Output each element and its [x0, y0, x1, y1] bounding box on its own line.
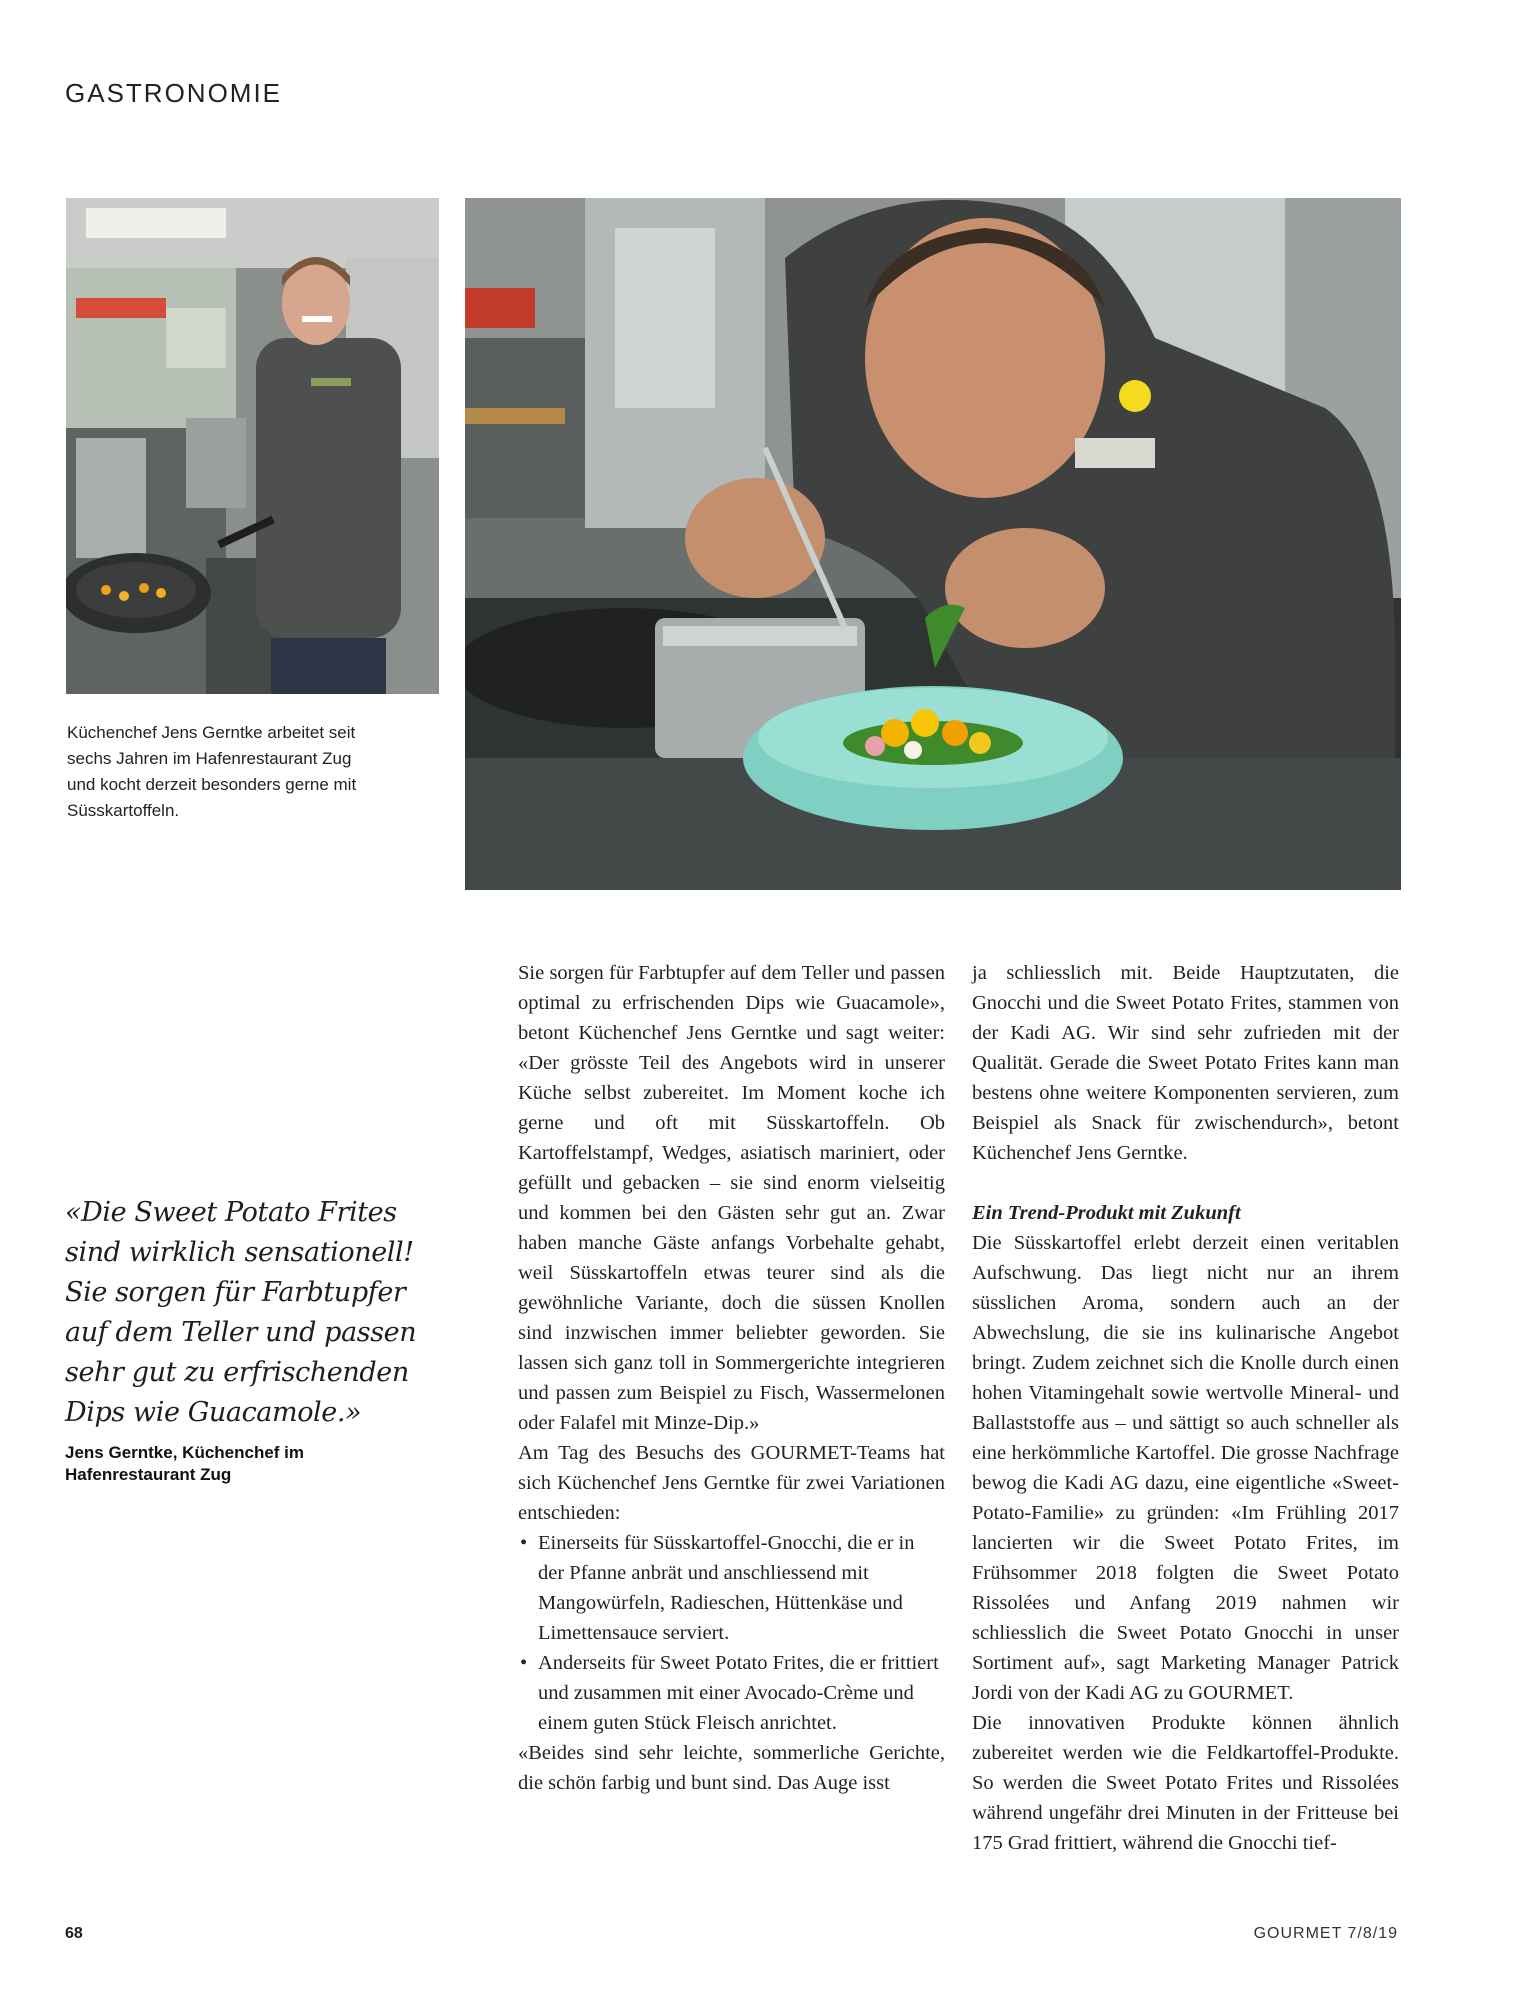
body-paragraph: Die innovativen Produkte können ähnlich zubereitet werden wie die Feldkartoffel-Produkte. So werden die Sweet Potato Frites und Rissolées während ungefähr drei Minuten in der Fritteuse bei 175 Grad frittiert, während die Gnocchi tief- [972, 1712, 1399, 1854]
subheading: Ein Trend-Produkt mit Zukunft [972, 1202, 1241, 1224]
list-item: • Einerseits für Süsskartoffel-Gnocchi, die er in der Pfanne anbrät und anschliessend mit Mangowürfeln, Radieschen, Hüttenkäse und Limettensauce serviert. [518, 1528, 945, 1648]
article-column-2 [972, 958, 1399, 1858]
chef-portrait-photo [66, 198, 439, 694]
pull-quote: «Die Sweet Potato Frites sind wirklich sensationell! Sie sorgen für Farbtupfer auf dem Teller und passen sehr gut zu erfrischenden Dips wie Guacamole.» [65, 1197, 417, 1428]
chef-plating-photo [465, 198, 1401, 890]
pull-quote-author: Jens Gerntke, Küchenchef im Hafenrestaurant Zug [65, 1443, 305, 1484]
dish-list [518, 1528, 945, 1738]
body-paragraph: Sie sorgen für Farbtupfer auf dem Teller und passen optimal zu erfrischenden Dips wie Guacamole», betont Küchenchef Jens Gerntke und sagt weiter: «Der grösste Teil des Angebots wird in unserer Küche selbst zubereitet. Im Moment koche ich gerne und oft mit Süsskartoffeln. Ob Kartoffelstampf, Wedges, asiatisch mariniert, oder gefüllt und gebacken – sie sind enorm vielseitig und kommen bei den Gästen sehr gut an. Zwar haben manche Gäste anfangs Vorbehalte gehabt, weil Süsskartoffeln etwas teurer sind als die gewöhnliche Variante, doch die süssen Knollen sind inzwischen immer beliebter geworden. Sie lassen sich ganz toll in Sommergerichte integrieren und passen zum Beispiel zu Fisch, Wassermelonen oder Falafel mit Minze-Dip.» [518, 962, 945, 1434]
photo-caption: Küchenchef Jens Gerntke arbeitet seit sechs Jahren im Hafenrestaurant Zug und kocht derzeit besonders gerne mit Süsskartoffeln. [67, 723, 357, 820]
body-paragraph: ja schliesslich mit. Beide Hauptzutaten, die Gnocchi und die Sweet Potato Frites, stammen von der Kadi AG. Wir sind sehr zufrieden mit der Qualität. Gerade die Sweet Potato Frites kann man bestens ohne weitere Komponenten servieren, zum Beispiel als Snack für zwischendurch», betont Küchenchef Jens Gerntke. [972, 962, 1399, 1164]
body-paragraph: «Beides sind sehr leichte, sommerliche Gerichte, die schön farbig und bunt sind. Das Auge isst [518, 1742, 945, 1794]
body-paragraph: Am Tag des Besuchs des GOURMET-Teams hat sich Küchenchef Jens Gerntke für zwei Variationen entschieden: [518, 1442, 945, 1524]
list-item: • Anderseits für Sweet Potato Frites, die er frittiert und zusammen mit einer Avocado-Crème und einem guten Stück Fleisch anrichtet. [518, 1648, 945, 1738]
section-label: GASTRONOMIE [65, 78, 283, 108]
article-column-1 [518, 958, 945, 1798]
page-number: 68 [65, 1925, 83, 1942]
issue-label: GOURMET 7/8/19 [1253, 1925, 1398, 1942]
body-paragraph: Die Süsskartoffel erlebt derzeit einen veritablen Aufschwung. Das liegt nicht nur an ihrem süsslichen Aroma, sondern auch an der Abwechslung, die sie ins kulinarische Angebot bringt. Zudem zeichnet sich die Knolle durch einen hohen Vitamingehalt sowie wertvolle Mineral- und Ballaststoffe aus – und sättigt so auch schneller als eine herkömmliche Kartoffel. Die grosse Nachfrage bewog die Kadi AG dazu, eine eigentliche «Sweet-Potato-Familie» zu gründen: «Im Frühling 2017 lancierten wir die Sweet Potato Frites, im Frühsommer 2018 folgten die Sweet Potato Rissolées und Anfang 2019 nahmen wir schliesslich die Sweet Potato Gnocchi in unser Sortiment auf», sagt Marketing Manager Patrick Jordi von der Kadi AG zu GOURMET. [972, 1232, 1399, 1704]
